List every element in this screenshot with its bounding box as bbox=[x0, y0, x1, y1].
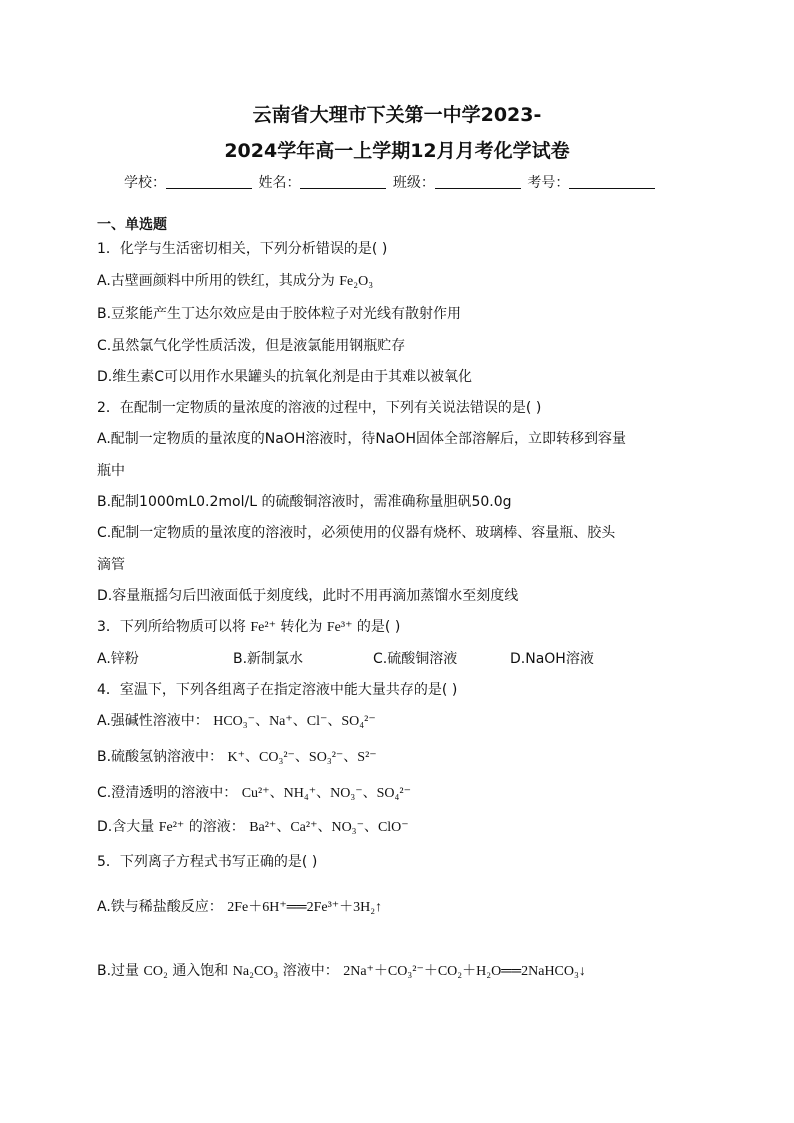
q4-option-b-text: B.硫酸氢钠溶液中： bbox=[97, 749, 224, 765]
q2-option-b: B.配制1000mL0.2mol/L 的硫酸铜溶液时，需准确称量胆矾50.0g bbox=[97, 494, 512, 510]
q3-option-c: C.硫酸铜溶液 bbox=[373, 651, 458, 667]
q5-option-b-text1: B.过量 bbox=[97, 963, 140, 979]
q5-option-b-co2: CO₂ bbox=[143, 964, 168, 979]
q2-option-d: D.容量瓶摇匀后凹液面低于刻度线，此时不用再滴加蒸馏水至刻度线 bbox=[97, 588, 519, 604]
class-label: 班级： bbox=[392, 175, 435, 191]
q4-option-c bbox=[97, 784, 411, 803]
q4-stem: 4．室温下，下列各组离子在指定溶液中能大量共存的是( ) bbox=[97, 682, 458, 698]
q5-option-b bbox=[97, 962, 586, 981]
q4-option-c-text: C.澄清透明的溶液中： bbox=[97, 785, 238, 801]
q1-option-a-text: A.古壁画颜料中所用的铁红，其成分为 bbox=[97, 273, 335, 289]
q3-stem-pre: 3．下列所给物质可以将 bbox=[97, 619, 246, 635]
q2-option-a-line1: A.配制一定物质的量浓度的NaOH溶液时，待NaOH固体全部溶解后，立即转移到容量 bbox=[97, 431, 626, 447]
number-label: 考号： bbox=[527, 175, 570, 191]
q4-option-d-ions: Ba²⁺、Ca²⁺、NO₃⁻、ClO⁻ bbox=[249, 820, 409, 835]
q1-option-a-formula: Fe₂O₃ bbox=[339, 274, 374, 289]
q1-option-b: B.豆浆能产生丁达尔效应是由于胶体粒子对光线有散射作用 bbox=[97, 306, 462, 322]
q4-option-b bbox=[97, 748, 377, 767]
q4-option-a-text: A.强碱性溶液中： bbox=[97, 713, 209, 729]
section-heading: 一、单选题 bbox=[97, 217, 167, 233]
q3-ion-fe3: Fe³⁺ bbox=[326, 620, 353, 635]
q5-option-b-na2co3: Na₂CO₃ bbox=[232, 964, 279, 979]
name-blank bbox=[300, 174, 386, 189]
q1-option-c: C.虽然氯气化学性质活泼，但是液氯能用钢瓶贮存 bbox=[97, 338, 406, 354]
q4-option-d-text1: D.含大量 bbox=[97, 819, 155, 835]
q2-option-c-line1: C.配制一定物质的量浓度的溶液时，必须使用的仪器有烧杯、玻璃棒、容量瓶、胶头 bbox=[97, 525, 616, 541]
q5-option-b-text3: 溶液中： bbox=[282, 963, 339, 979]
q3-option-d: D.NaOH溶液 bbox=[510, 651, 594, 667]
q2-option-c-line2: 滴管 bbox=[97, 557, 125, 573]
q5-option-a-equation: 2Fe＋6H⁺══2Fe³⁺＋3H₂↑ bbox=[227, 900, 383, 915]
q2-stem: 2．在配制一定物质的量浓度的溶液的过程中，下列有关说法错误的是( ) bbox=[97, 400, 542, 416]
q4-option-d-fe2: Fe²⁺ bbox=[158, 820, 185, 835]
q3-option-a: A.锌粉 bbox=[97, 651, 139, 667]
q5-option-b-text2: 通入饱和 bbox=[172, 963, 229, 979]
number-blank bbox=[569, 174, 655, 189]
q3-stem-mid: 转化为 bbox=[280, 619, 323, 635]
q5-stem: 5．下列离子方程式书写正确的是( ) bbox=[97, 854, 318, 870]
q1-option-d: D.维生素C可以用作水果罐头的抗氧化剂是由于其难以被氧化 bbox=[97, 369, 473, 385]
class-blank bbox=[435, 174, 521, 189]
school-label: 学校： bbox=[124, 175, 166, 191]
exam-title-line1: 云南省大理市下关第一中学2023- bbox=[252, 104, 542, 126]
q2-option-a-line2: 瓶中 bbox=[97, 463, 125, 479]
q5-option-b-equation: 2Na⁺＋CO₃²⁻＋CO₂＋H₂O══2NaHCO₃↓ bbox=[343, 964, 586, 979]
q5-option-a-text: A.铁与稀盐酸反应： bbox=[97, 899, 223, 915]
q4-option-d-text2: 的溶液： bbox=[188, 819, 245, 835]
school-blank bbox=[166, 174, 252, 189]
q3-options bbox=[97, 650, 594, 668]
q3-stem-post: 的是( ) bbox=[356, 619, 401, 635]
student-info-row bbox=[124, 172, 657, 192]
q4-option-a-ions: HCO₃⁻、Na⁺、Cl⁻、SO₄²⁻ bbox=[213, 714, 376, 729]
q5-option-a bbox=[97, 898, 382, 917]
q3-option-b: B.新制氯水 bbox=[233, 651, 304, 667]
q4-option-d bbox=[97, 818, 409, 837]
q4-option-b-ions: K⁺、CO₃²⁻、SO₃²⁻、S²⁻ bbox=[227, 750, 377, 765]
q1-option-a bbox=[97, 272, 373, 291]
exam-title-line2: 2024学年高一上学期12月月考化学试卷 bbox=[224, 140, 570, 162]
q4-option-a bbox=[97, 712, 376, 731]
q4-option-c-ions: Cu²⁺、NH₄⁺、NO₃⁻、SO₄²⁻ bbox=[241, 786, 411, 801]
q3-ion-fe2: Fe²⁺ bbox=[250, 620, 276, 635]
name-label: 姓名： bbox=[258, 175, 301, 191]
q1-stem: 1．化学与生活密切相关，下列分析错误的是( ) bbox=[97, 241, 388, 257]
q3-stem bbox=[97, 618, 400, 637]
